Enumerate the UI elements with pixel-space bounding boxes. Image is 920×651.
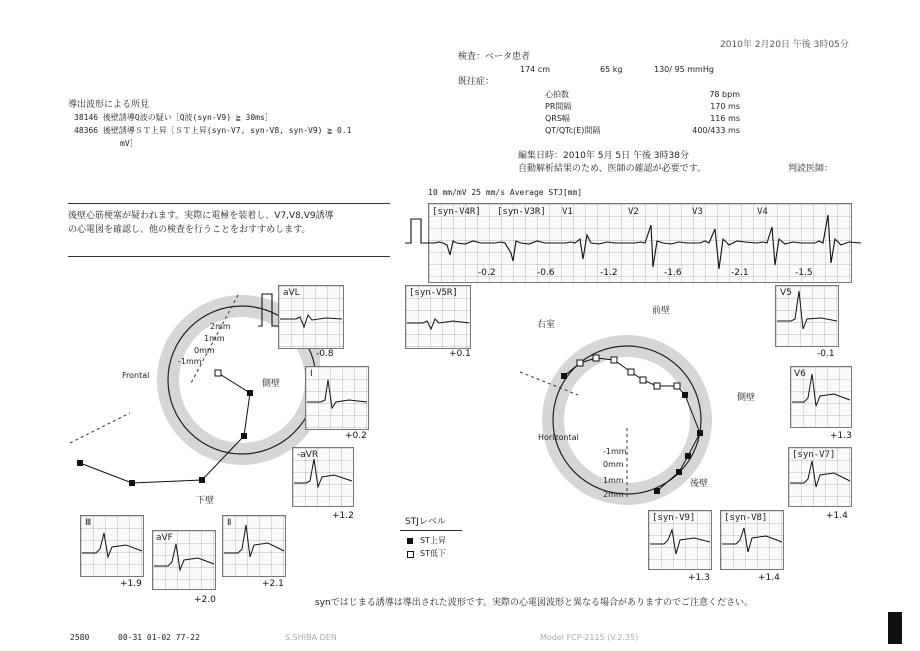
measurement-label: 心拍数 bbox=[545, 90, 569, 99]
frontal-scale-label: 1mm bbox=[204, 334, 225, 343]
frontal-marker-st-up bbox=[247, 390, 253, 396]
doctor-label: 判読医師： bbox=[788, 164, 834, 174]
strip-lead-label: V1 bbox=[562, 207, 573, 217]
measurement-value: 116 ms bbox=[710, 114, 740, 123]
strip-lead-label: [syn-V3R] bbox=[497, 207, 546, 217]
divider bbox=[68, 203, 390, 204]
measurement-label: PR間隔 bbox=[545, 102, 572, 111]
footer-brand: S.SHIBA DEN bbox=[285, 633, 337, 642]
frontal-marker-st-up bbox=[199, 477, 205, 483]
frontal-lower-wall-label: 下壁 bbox=[196, 496, 215, 506]
edit-date: 編集日時：2010年 5月 5日 午後 3時38分 bbox=[518, 151, 689, 161]
strip-stj-value: -2.1 bbox=[731, 268, 749, 278]
frontal-scale-label: -1mm bbox=[178, 357, 202, 366]
frontal-side-wall-label: 側壁 bbox=[262, 379, 281, 389]
horizontal-scale-label: 2mm bbox=[603, 490, 624, 499]
frontal-scale-label: 2mm bbox=[210, 322, 231, 331]
horizontal-label: Horizontal bbox=[538, 433, 579, 442]
legend-title: STJレベル bbox=[405, 517, 446, 527]
strip-settings: 10 mm/mV 25 mm/s Average STJ[mm] bbox=[428, 188, 583, 197]
finding-line: 38146 後壁誘導Q波の疑い［Q波(syn-V9) ≧ 30ms］ bbox=[74, 113, 273, 122]
footer-serial: 00-31 01-02 77-22 bbox=[118, 633, 200, 642]
rear-wall-label: 後壁 bbox=[690, 479, 709, 489]
report-date: 2010年 2月20日 午後 3時05分 bbox=[720, 40, 849, 50]
strip-stj-value: -0.6 bbox=[537, 268, 555, 278]
strip-lead-label: V3 bbox=[692, 207, 703, 217]
footer-model: Model FCP-2115 (V.2.35) bbox=[540, 633, 639, 642]
horizontal-scale-label: -1mm bbox=[603, 447, 627, 456]
measurement-label: QRS幅 bbox=[545, 114, 570, 123]
strip-lead-label: V4 bbox=[757, 207, 768, 217]
strip-lead-label: V2 bbox=[628, 207, 639, 217]
strip-stj-value: -1.6 bbox=[664, 268, 682, 278]
patient-label: 検査：ベータ患者 bbox=[458, 52, 531, 62]
measurement-value: 170 ms bbox=[710, 102, 740, 111]
history-label: 既往症： bbox=[458, 77, 495, 87]
strip-stj-value: -0.2 bbox=[478, 268, 496, 278]
footer-code: 2580 bbox=[70, 633, 90, 642]
divider bbox=[68, 256, 390, 257]
strip-stj-value: -1.5 bbox=[795, 268, 813, 278]
legend-st-up-label: ST上昇 bbox=[420, 536, 446, 545]
frontal-avr-axis bbox=[70, 413, 130, 443]
horizontal-wheel-diagram bbox=[500, 300, 760, 530]
frontal-marker-st-up bbox=[77, 460, 83, 466]
measurement-label: QT/QTc(E)間隔 bbox=[545, 126, 601, 135]
auto-analysis-note: 自動解析結果のため、医師の確認が必要です。 bbox=[518, 164, 706, 174]
finding-line: 48366 後壁誘導ＳＴ上昇［ＳＴ上昇(syn-V7, syn-V8, syn-V9) ≧ 0.1 bbox=[74, 126, 352, 135]
patient-weight: 65 kg bbox=[600, 65, 623, 74]
legend-divider bbox=[400, 530, 462, 531]
measurement-value: 78 bpm bbox=[709, 90, 740, 99]
frontal-marker-st-up bbox=[129, 480, 135, 486]
horizontal-scale-label: 0mm bbox=[603, 460, 624, 469]
frontal-marker-st-down bbox=[215, 370, 221, 376]
finding-line: mV］ bbox=[120, 139, 138, 148]
frontal-marker-st-up bbox=[241, 433, 247, 439]
frontal-scale-label: 0mm bbox=[194, 346, 215, 355]
corner-mark bbox=[888, 612, 902, 644]
strip-stj-value: -1.2 bbox=[600, 268, 618, 278]
measurement-value: 400/433 ms bbox=[692, 126, 740, 135]
frontal-label: Frontal bbox=[122, 371, 150, 380]
st-up-marker-icon bbox=[407, 538, 413, 544]
st-down-marker-icon bbox=[407, 551, 414, 558]
strip-lead-label: [syn-V4R] bbox=[432, 207, 481, 217]
findings-title: 導出波形による所見 bbox=[68, 100, 150, 110]
patient-height: 174 cm bbox=[520, 65, 551, 74]
patient-bp: 130/ 95 mmHg bbox=[654, 65, 714, 74]
horizontal-side-wall-label: 側壁 bbox=[737, 393, 756, 403]
recommendation-line: 後壁心筋梗塞が疑われます。実際に電極を装着し、V7,V8,V9誘導 bbox=[68, 211, 334, 221]
recommendation-line: の心電図を確認し、他の検査を行うことをおすすめします。 bbox=[68, 225, 311, 235]
footer-note: synではじまる誘導は導出された波形です。実際の心電図波形と異なる場合がありますのでご注意ください。 bbox=[315, 598, 754, 608]
horizontal-scale-label: 1mm bbox=[603, 476, 624, 485]
legend-st-down-label: ST低下 bbox=[420, 549, 446, 558]
right-ventricle-label: 右室 bbox=[537, 320, 556, 330]
front-wall-label: 前壁 bbox=[652, 306, 671, 316]
